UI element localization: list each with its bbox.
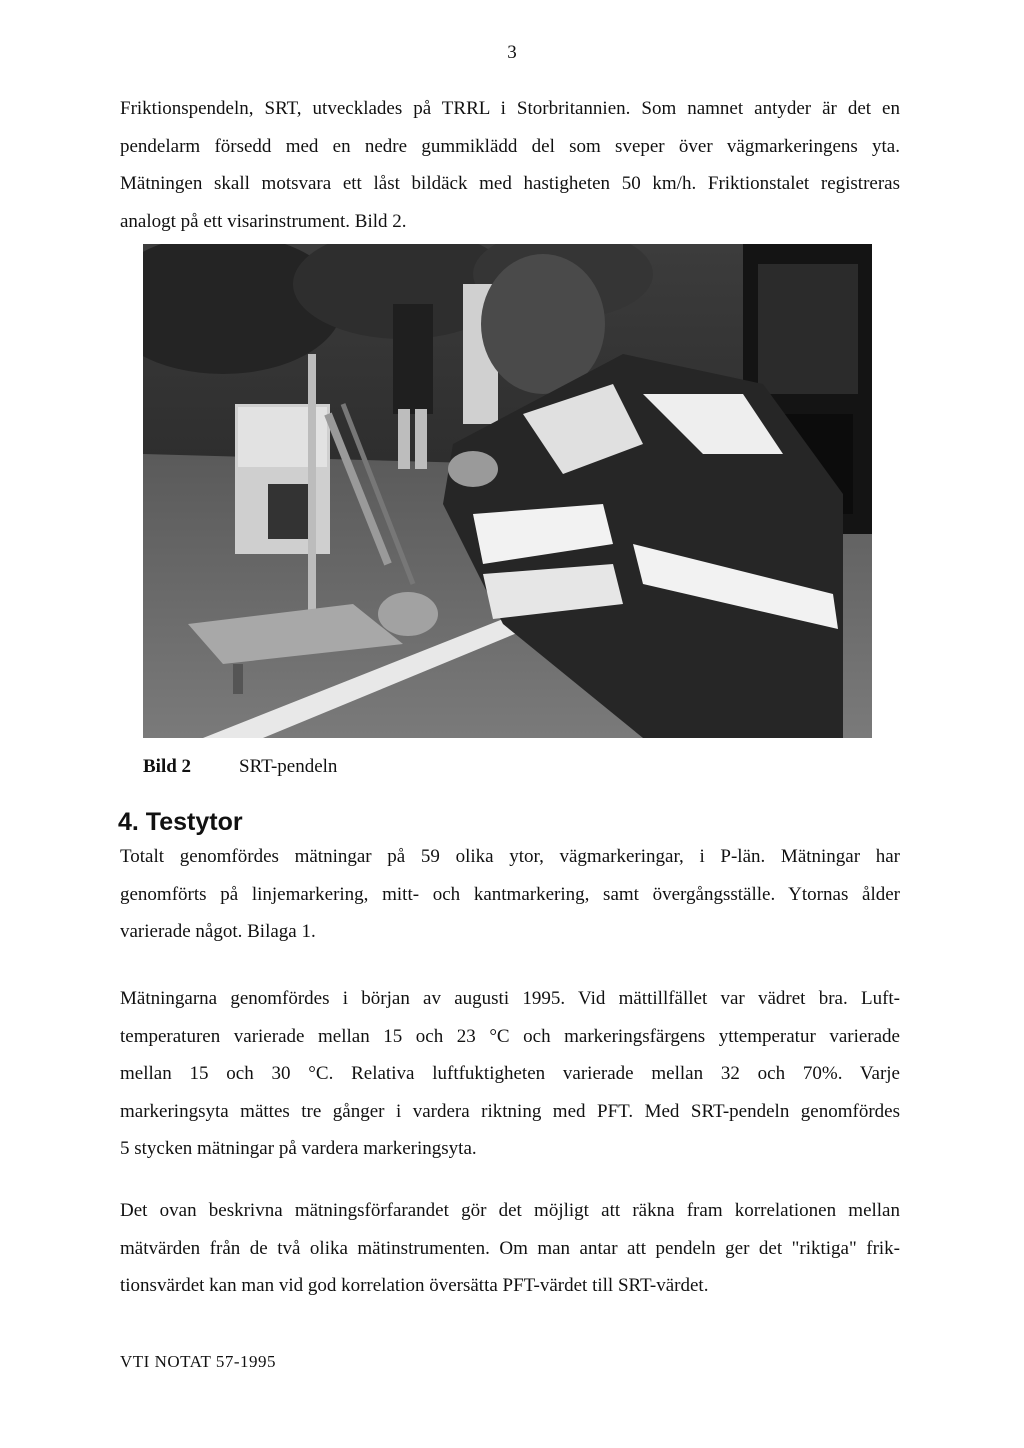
text-line: Mätningen skall motsvara ett låst bildäck med hastigheten 50 km/h. Friktionstalet registreras [120, 173, 900, 194]
document-footer: VTI NOTAT 57-1995 [120, 1352, 277, 1371]
text-line: Det ovan beskrivna mätningsförfarandet gör det möjligt att räkna fram korrelationen mellan [120, 1200, 900, 1221]
photo-illustration [143, 244, 872, 738]
text-line: mätvärden från de två olika mätinstrumenten. Om man antar att pendeln ger det "riktiga" frik- [120, 1237, 900, 1259]
text-line: Mätningarna genomfördes i början av augusti 1995. Vid mättillfället var vädret bra. Luft- [120, 988, 900, 1009]
text-line: mellan 15 och 30 °C. Relativa luftfuktigheten varierade mellan 32 och 70%. Varje [120, 1063, 900, 1084]
text-line: Friktionspendeln, SRT, utvecklades på TRRL i Storbritannien. Som namnet antyder är det en [120, 98, 900, 119]
figure-caption [143, 756, 337, 778]
paragraph-test-surfaces [120, 838, 900, 951]
text-line: genomförts på linjemarkering, mitt- och kantmarkering, samt övergångsställe. Ytornas ålder [120, 883, 900, 905]
text-line: analogt på ett visarinstrument. Bild 2. [120, 210, 407, 232]
srt-pendulum-photo [143, 244, 872, 738]
text-line: temperaturen varierade mellan 15 och 23 °C och markeringsfärgens yttemperatur varierade [120, 1025, 900, 1047]
text-line: pendelarm försedd med en nedre gummiklädd del som sveper över vägmarkeringens yta. [120, 135, 900, 157]
intro-paragraph [120, 90, 900, 240]
paragraph-correlation [120, 1192, 900, 1305]
page-number: 3 [507, 42, 517, 63]
figure-label: Bild 2 [143, 756, 192, 777]
text-line: varierade något. Bilaga 1. [120, 921, 316, 942]
section-heading: 4. Testytor [118, 808, 243, 836]
text-line: Totalt genomfördes mätningar på 59 olika ytor, vägmarkeringar, i P-län. Mätningar har [120, 846, 900, 867]
paragraph-conditions [120, 980, 900, 1168]
figure-caption-text: SRT-pendeln [239, 756, 338, 777]
text-line: markeringsyta mättes tre gånger i vardera riktning med PFT. Med SRT-pendeln genomfördes [120, 1100, 900, 1122]
text-line: tionsvärdet kan man vid god korrelation översätta PFT-värdet till SRT-värdet. [120, 1275, 709, 1296]
text-line: 5 stycken mätningar på vardera markeringsyta. [120, 1138, 477, 1159]
